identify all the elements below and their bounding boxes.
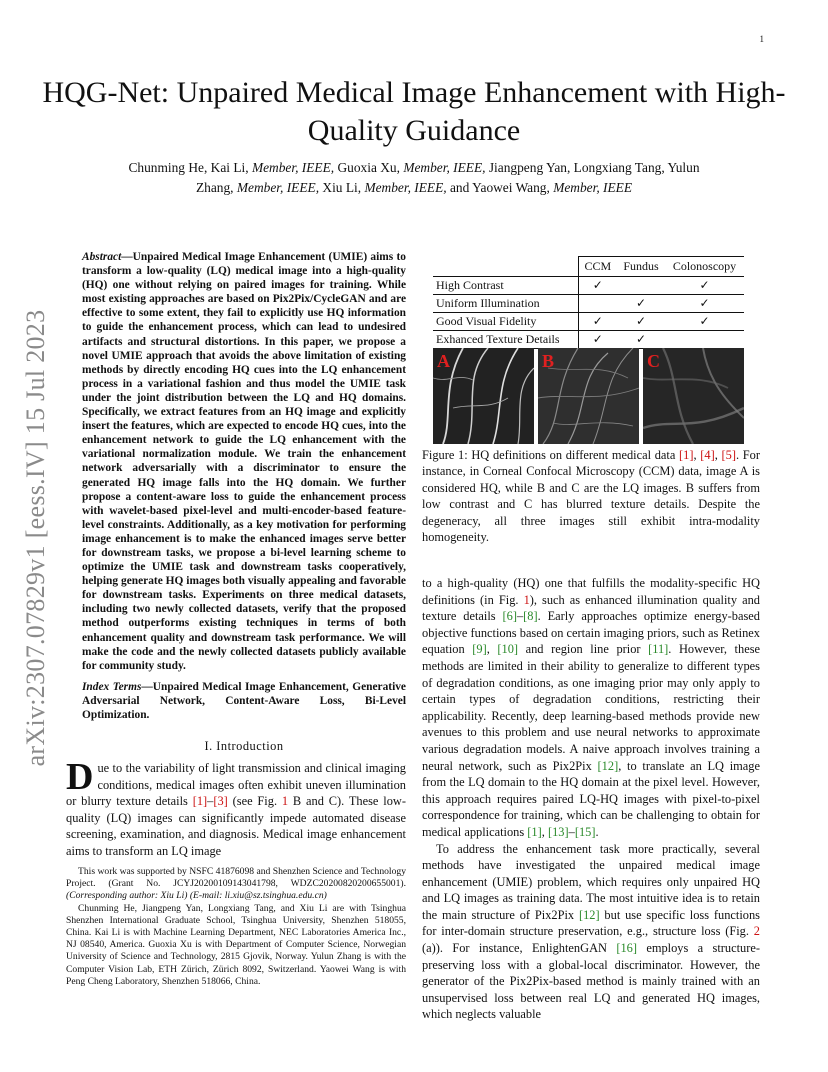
intro-text: –	[207, 794, 214, 809]
section-heading: I. Introduction	[204, 739, 284, 753]
body-text: . However, these methods are limited in their ability to generalize to different types of degradation conditions, as one imaging prior may only apply to certain types of degradation conditions, restricting their applicability. Recently, deep learning-based methods provide new avenues to this problem and use neural networks to approximate various degradation models. A naive approach involves training a neural network, such as Pix2Pix	[422, 642, 761, 773]
body-text: To address the enhancement task more practically, several methods have investigated the unpaired medical image enhancement (UMIE) problem, which requires only unpaired HQ and LQ images as training data. The most intuitive idea is to retain the main structure of Pix2Pix	[422, 841, 760, 922]
row-label: High Contrast	[433, 277, 578, 295]
intro-text: ue to the variability of light transmission and clinical imaging conditions, medical images often exhibit uneven illumination or blurry texture details	[66, 761, 406, 809]
body-text: .	[595, 824, 599, 839]
check-mark: ✓	[665, 277, 744, 295]
figure-images	[433, 348, 744, 444]
citation-link[interactable]: [6]	[502, 609, 517, 624]
body-paragraph	[422, 575, 760, 841]
author-membership: Member, IEEE,	[403, 160, 486, 175]
hq-definition-table	[433, 256, 744, 349]
citation-link[interactable]: [5]	[721, 448, 736, 462]
figure-caption	[422, 447, 760, 545]
author-text: Xiu Li,	[319, 180, 365, 195]
citation-link[interactable]: [13]	[547, 824, 569, 839]
citation-link[interactable]: [4]	[700, 448, 715, 462]
caption-text: . For instance, in Corneal Confocal Microscopy (CCM) data, image A is considered HQ, while B and C are the LQ images. B suffers from low contrast and C has blurred texture details. Despite the degeneracy, all three images still exhibit intra-modality homogeneity.	[422, 448, 760, 545]
check-mark: ✓	[617, 313, 665, 331]
body-text: ,	[486, 642, 498, 657]
figure-link[interactable]: 1	[523, 592, 530, 607]
body-text: to a high-quality (HQ) one that fulfills the modality-specific HQ definitions (in Fig.	[422, 576, 760, 607]
index-terms	[82, 680, 406, 722]
table-header: Fundus	[617, 257, 665, 277]
author-text: Chunming He, Kai Li,	[128, 160, 252, 175]
check-mark	[578, 295, 617, 313]
body-text: and region line prior	[518, 642, 649, 657]
body-text: but use specific loss functions for inter-domain structure preservation, e.g., structure loss (Fig.	[422, 907, 760, 939]
panel-label: C	[647, 351, 660, 371]
footnote-corresponding: (Corresponding author: Xiu Li) (E-mail: li.xiu@sz.tsinghua.edu.cn)	[66, 890, 327, 902]
table-header: CCM	[578, 257, 617, 277]
row-label: Exhanced Texture Details	[433, 331, 578, 349]
row-label: Uniform Illumination	[433, 295, 578, 313]
check-mark: ✓	[665, 295, 744, 313]
citation-link[interactable]: [8]	[523, 609, 538, 624]
citation-link[interactable]: [1]	[527, 824, 542, 839]
table-header: Colonoscopy	[665, 257, 744, 277]
panel-label: B	[542, 351, 555, 371]
author-text: Jiangpeng Yan, Longxiang Tang, Yulun	[485, 160, 700, 175]
author-membership: Member, IEEE,	[364, 180, 447, 195]
citation-link[interactable]: [10]	[497, 642, 519, 657]
arxiv-identifier: arXiv:2307.07829v1 [eess.IV] 15 Jul 2023	[21, 309, 50, 767]
index-terms-lead: Index Terms	[82, 681, 142, 693]
caption-text: ,	[693, 448, 701, 462]
table-row	[433, 277, 744, 295]
footnote-funding	[66, 866, 406, 903]
ccm-image-b	[538, 348, 639, 444]
index-terms-text: —Unpaired Medical Image Enhancement, Generative Adversarial Network, Content-Aware Loss, Bi-Level Optimization.	[82, 681, 406, 722]
body-text: ), such as enhanced illumination quality and texture details	[422, 592, 761, 624]
check-mark: ✓	[578, 331, 617, 349]
body-text: –	[516, 609, 524, 624]
panel-label: A	[437, 351, 450, 371]
figure-table	[433, 256, 744, 349]
body-paragraph	[422, 841, 760, 1024]
author-text: Zhang,	[195, 180, 237, 195]
row-label: Good Visual Fidelity	[433, 313, 578, 331]
body-text: (a)). For instance, EnlightenGAN	[422, 941, 617, 956]
drop-cap: D	[66, 756, 94, 798]
body-text: ,	[541, 824, 548, 839]
body-text: –	[568, 824, 575, 839]
citation-link[interactable]: [12]	[597, 758, 619, 773]
check-mark: ✓	[617, 331, 665, 349]
footnote-affiliations: Chunming He, Jiangpeng Yan, Longxiang Tang, and Xiu Li are with Tsinghua Shenzhen International Graduate School, Tsinghua University, Shenzhen 518055, China. Kai Li is with Machine Learning Department, NEC Laboratories America Inc., NJ 08540, America. Guoxia Xu is with Department of Computer Science, Norwegian University of Science and Technology, 2815 Gjovik, Norway. Yulun Zhang is with the Computer Vision Lab, ETH Zürich, Zürich 8092, Switzerland. Yaowei Wang is with Peng Cheng Laboratory, Shenzhen 518066, China.	[66, 902, 406, 987]
citation-link[interactable]: [11]	[648, 642, 669, 657]
table-header-row	[433, 257, 744, 277]
page-number: 1	[759, 34, 764, 44]
paper-title: HQG-Net: Unpaired Medical Image Enhancement with High-Quality Guidance	[42, 76, 786, 147]
author-membership: Member, IEEE,	[251, 160, 335, 175]
citation-link[interactable]: [9]	[472, 642, 487, 657]
check-mark: ✓	[665, 313, 744, 331]
check-mark: ✓	[617, 295, 665, 313]
body-text: employs a structure-preserving loss with a global-local discriminator. However, the generator of the Pix2Pix-based method is mainly trained with an unsupervised loss between real LQ and generated HQ images, which neglects valuable	[422, 941, 760, 1022]
citation-link[interactable]: [12]	[578, 907, 600, 922]
check-mark	[617, 277, 665, 295]
author-membership: Member, IEEE	[553, 180, 633, 195]
table-row	[433, 331, 744, 349]
ccm-image-a	[433, 348, 534, 444]
table-header	[433, 257, 578, 277]
citation-link[interactable]: [1]	[192, 794, 208, 809]
author-text: and Yaowei Wang,	[446, 180, 554, 195]
footnote	[66, 866, 406, 988]
table-row	[433, 313, 744, 331]
body-text: . Early approaches optimize energy-based objective functions based on certain imaging priors, such as Retinex equation	[422, 609, 760, 657]
figure-link[interactable]: 1	[281, 794, 289, 809]
check-mark	[665, 331, 744, 349]
intro-paragraph	[66, 756, 406, 860]
table-row	[433, 295, 744, 313]
intro-text: B and C). These low-quality (LQ) images can significantly impede automated disease screening, examination, and diagnosis. Medical image enhancement aims to transform an LQ image	[66, 794, 406, 858]
footnote-text: This work was supported by NSFC 41876098 and Shenzhen Science and Technology Project. (Grant No. JCYJ20200109143041798, WDZC20200820200655001).	[66, 866, 406, 890]
caption-text: ,	[714, 448, 722, 462]
citation-link[interactable]: [3]	[213, 794, 228, 809]
citation-link[interactable]: [16]	[616, 941, 637, 956]
citation-link[interactable]: [15]	[574, 824, 596, 839]
check-mark: ✓	[578, 277, 617, 295]
caption-text: Figure 1: HQ definitions on different medical data	[422, 448, 680, 462]
arxiv-sidebar	[6, 298, 66, 778]
abstract-text: —Unpaired Medical Image Enhancement (UMIE) aims to transform a low-quality (LQ) medical image into a high-quality (HQ) one without relying on paired images for training. While most existing approaches are based on Pix2Pix/CycleGAN and are effective to some extent, they fail to explicitly use HQ information to guide the enhancement process, which can lead to undesired artifacts and structural distortions. In this paper, we propose a novel UMIE approach that avoids the above limitation of existing methods by directly encoding HQ cues into the LQ enhancement process in a variational fashion and thus model the UMIE task under the joint distribution between the LQ and HQ domains. Specifically, we extract features from an HQ image and explicitly insert the features, which are expected to encode HQ cues, into the enhancement network to guide the LQ enhancement with the variational normalization module. We train the enhancement network adversarially with a discriminator to ensure the generated HQ image falls into the HQ domain. We further propose a content-aware loss to guide the enhancement process with wavelet-based pixel-level and multi-encoder-based feature-level constraints. Additionally, as a key motivation for performing image enhancement is to make the enhanced images serve better for downstream tasks, we propose a bi-level learning scheme to optimize the UMIE task and downstream tasks cooperatively, helping generate HQ images both visually appealing and favorable for downstream tasks. Experiments on three medical datasets, including two newly collected datasets, verify that the proposed method outperforms existing techniques in terms of both enhancement quality and downstream task performance. We will make the code and the newly collected datasets publicly available for community study.	[82, 251, 406, 672]
figure-link[interactable]: 2	[753, 924, 760, 939]
author-text: Guoxia Xu,	[334, 160, 404, 175]
intro-text: (see Fig.	[227, 794, 282, 809]
right-column-text	[422, 575, 760, 1023]
abstract-lead: Abstract	[82, 251, 122, 263]
check-mark: ✓	[578, 313, 617, 331]
citation-link[interactable]: [1]	[679, 448, 694, 462]
author-list	[60, 158, 768, 198]
author-membership: Member, IEEE,	[236, 180, 320, 195]
abstract	[82, 250, 406, 673]
body-text: , to translate an LQ image from the LQ domain to the HQ domain at the pixel level. However, this approach requires paired LQ-HQ images with pixel-to-pixel correspondence for training, which can be challenging to obtain for medical applications	[422, 758, 760, 839]
ccm-image-c	[643, 348, 744, 444]
